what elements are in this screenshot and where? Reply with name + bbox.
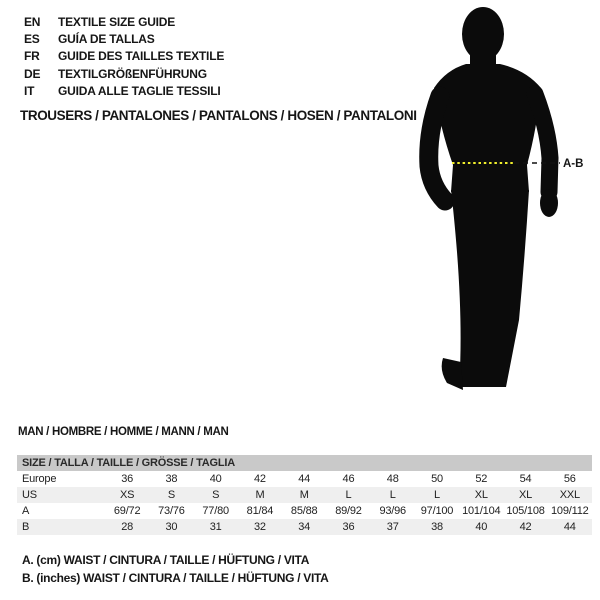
table-cell: 77/80 <box>202 505 229 517</box>
table-cell: XXL <box>559 489 580 501</box>
table-cell: S <box>167 489 175 501</box>
table-row-us <box>17 487 592 503</box>
table-header: SIZE / TALLA / TAILLE / GRÖSSE / TAGLIA <box>17 455 592 471</box>
table-cell: 52 <box>475 473 488 485</box>
row-label: A <box>22 505 30 517</box>
table-cell: 89/92 <box>335 505 362 517</box>
table-cell: L <box>389 489 396 501</box>
language-label: TEXTILE SIZE GUIDE <box>58 14 176 29</box>
table-cell: 34 <box>298 521 311 533</box>
table-cell: 32 <box>254 521 266 533</box>
table-row-b-inches <box>17 519 592 535</box>
table-cell: 38 <box>431 521 443 533</box>
language-row-es <box>24 30 224 47</box>
table-cell: M <box>299 489 309 501</box>
language-code: ES <box>24 31 40 46</box>
man-silhouette-figure <box>415 0 600 400</box>
table-cell: 31 <box>209 521 222 533</box>
language-row-en <box>24 13 224 30</box>
table-cell: 56 <box>563 473 576 485</box>
table-cell: XL <box>518 489 533 501</box>
table-cell: 44 <box>298 473 311 485</box>
row-label: US <box>22 489 37 501</box>
table-cell: 101/104 <box>462 505 501 517</box>
table-cell: 37 <box>386 521 399 533</box>
table-cell: S <box>212 489 220 501</box>
table-cell: M <box>255 489 265 501</box>
language-label: GUIDA ALLE TAGLIE TESSILI <box>58 83 221 98</box>
man-silhouette <box>429 7 558 390</box>
table-cell: 54 <box>519 473 532 485</box>
table-cell: 36 <box>342 521 355 533</box>
table-cell: 109/112 <box>551 505 589 517</box>
table-cell: XL <box>474 489 488 501</box>
language-row-it <box>24 82 224 99</box>
language-list <box>24 13 224 99</box>
language-code: IT <box>24 83 35 98</box>
table-cell: 44 <box>563 521 576 533</box>
language-row-fr <box>24 48 224 65</box>
row-label: B <box>22 521 30 533</box>
table-cell: 97/100 <box>420 505 454 517</box>
row-label: Europe <box>22 473 57 485</box>
language-code: DE <box>24 66 41 81</box>
measure-label: A-B <box>563 158 584 170</box>
table-cell: 105/108 <box>506 505 545 517</box>
table-row-europe <box>17 471 592 487</box>
section-title-man: MAN / HOMBRE / HOMME / MANN / MAN <box>18 426 229 438</box>
size-table <box>17 455 592 535</box>
table-cell: L <box>434 489 440 501</box>
table-cell: 50 <box>431 473 443 485</box>
language-code: EN <box>24 14 41 29</box>
table-cell: 81/84 <box>246 505 274 517</box>
language-label: GUIDE DES TAILLES TEXTILE <box>58 49 225 64</box>
table-cell: 36 <box>121 473 134 485</box>
table-cell: 40 <box>209 473 222 485</box>
table-cell: 46 <box>342 473 355 485</box>
table-cell: 30 <box>165 521 178 533</box>
language-row-de <box>24 65 224 82</box>
table-cell: 40 <box>475 521 488 533</box>
language-label: GUÍA DE TALLAS <box>58 31 155 46</box>
table-cell: 48 <box>386 473 399 485</box>
language-code: FR <box>24 49 40 64</box>
table-cell: 85/88 <box>290 505 318 517</box>
garment-heading: TROUSERS / PANTALONES / PANTALONS / HOSEN / PANTALONI <box>20 108 417 123</box>
table-cell: L <box>345 489 352 501</box>
note-a-cm: A. (cm) WAIST / CINTURA / TAILLE / HÜFTUNG / VITA <box>22 553 310 567</box>
table-cell: 28 <box>121 521 134 533</box>
note-b-inches: B. (inches) WAIST / CINTURA / TAILLE / HÜFTUNG / VITA <box>22 570 329 585</box>
table-cell: XS <box>119 489 135 501</box>
table-cell: 73/76 <box>158 505 185 517</box>
table-cell: 69/72 <box>113 505 141 517</box>
table-cell: 38 <box>165 473 178 485</box>
table-cell: 42 <box>254 473 266 485</box>
language-label: TEXTILGRÖßENFÜHRUNG <box>58 66 207 81</box>
table-cell: 42 <box>519 521 532 533</box>
man-silhouette-svg <box>415 0 600 400</box>
measurement-notes <box>22 552 329 587</box>
table-row-a-cm <box>17 503 592 519</box>
table-cell: 93/96 <box>379 505 406 517</box>
